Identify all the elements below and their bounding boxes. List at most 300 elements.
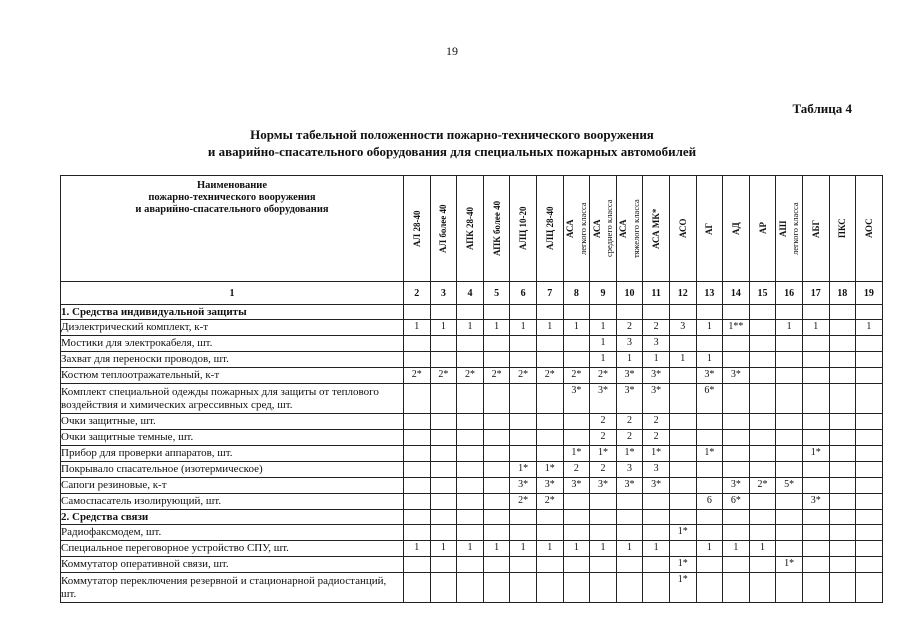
quantity-cell [749,573,776,603]
quantity-cell: 2 [590,462,617,478]
quantity-cell: 2 [590,414,617,430]
quantity-cell [829,336,856,352]
column-number: 16 [776,282,803,305]
quantity-cell [404,384,431,414]
quantity-cell: 3 [669,320,696,336]
quantity-cell [669,368,696,384]
quantity-cell [802,384,829,414]
empty-cell [457,305,484,320]
empty-cell [483,305,510,320]
quantity-cell [483,494,510,510]
quantity-cell [430,573,457,603]
column-header-text: АШ [777,220,788,237]
quantity-cell: 5* [776,478,803,494]
table-row [61,320,883,336]
quantity-cell [457,352,484,368]
quantity-cell [856,557,883,573]
quantity-cell: 6* [696,384,723,414]
quantity-cell: 1 [536,541,563,557]
equipment-name: Сапоги резиновые, к-т [61,478,404,494]
table-row [61,384,883,414]
equipment-name: Комплект специальной одежды пожарных для защиты от теплового воздействия и химических агрессивных сред, шт. [61,384,404,414]
name-header-line-3: и аварийно-спасательного оборудования [135,204,329,215]
empty-cell [776,305,803,320]
quantity-cell [802,352,829,368]
quantity-cell [430,430,457,446]
quantity-cell: 1 [696,541,723,557]
empty-cell [856,510,883,525]
empty-cell [616,510,643,525]
quantity-cell [536,573,563,603]
quantity-cell: 1 [776,320,803,336]
quantity-cell [536,352,563,368]
quantity-cell: 1 [483,541,510,557]
empty-cell [829,510,856,525]
quantity-cell [802,541,829,557]
quantity-cell [749,368,776,384]
quantity-cell: 2* [590,368,617,384]
column-number: 7 [536,282,563,305]
quantity-cell [829,541,856,557]
equipment-name: Покрывало спасательное (изотермическое) [61,462,404,478]
column-header-text: АСА [564,219,575,238]
document-title [0,126,904,160]
quantity-cell [829,557,856,573]
quantity-cell: 1 [404,541,431,557]
quantity-cell [776,525,803,541]
quantity-cell [536,414,563,430]
empty-cell [669,305,696,320]
quantity-cell [749,446,776,462]
column-header [856,176,883,282]
table-label: Таблица 4 [792,101,852,116]
quantity-cell [856,384,883,414]
column-number: 5 [483,282,510,305]
empty-cell [563,510,590,525]
quantity-cell: 1* [510,462,537,478]
column-header [404,176,431,282]
quantity-cell [802,414,829,430]
quantity-cell [856,573,883,603]
quantity-cell: 3* [590,478,617,494]
column-header-text: АР [757,222,768,235]
quantity-cell [590,494,617,510]
quantity-cell [696,478,723,494]
title-line-2: и аварийно-спасательного оборудования для специальных пожарных автомобилей [207,144,697,159]
quantity-cell [856,541,883,557]
quantity-cell [829,573,856,603]
quantity-cell [669,384,696,414]
quantity-cell [404,430,431,446]
quantity-cell [829,384,856,414]
column-header-row [61,176,883,282]
empty-cell [457,510,484,525]
quantity-cell: 2 [643,414,670,430]
quantity-cell [457,573,484,603]
quantity-cell [776,462,803,478]
quantity-cell: 1 [430,320,457,336]
quantity-cell [457,446,484,462]
quantity-cell [802,525,829,541]
quantity-cell [404,557,431,573]
quantity-cell: 2 [643,430,670,446]
quantity-cell [404,414,431,430]
quantity-cell [669,446,696,462]
quantity-cell [696,557,723,573]
empty-cell [510,305,537,320]
quantity-cell [483,462,510,478]
quantity-cell: 3* [616,368,643,384]
quantity-cell: 3* [723,478,750,494]
equipment-name: Очки защитные темные, шт. [61,430,404,446]
quantity-cell [404,462,431,478]
quantity-cell [430,525,457,541]
quantity-cell: 1 [643,541,670,557]
column-header-text: АД [730,222,741,235]
empty-cell [856,305,883,320]
quantity-cell [510,525,537,541]
quantity-cell: 1* [669,557,696,573]
quantity-cell: 3 [616,462,643,478]
quantity-cell [669,462,696,478]
quantity-cell [590,557,617,573]
quantity-cell: 3* [643,384,670,414]
column-header [776,176,803,282]
quantity-cell [483,384,510,414]
empty-cell [590,510,617,525]
quantity-cell: 1 [749,541,776,557]
quantity-cell: 1 [563,320,590,336]
quantity-cell [616,573,643,603]
column-header [829,176,856,282]
quantity-cell: 3* [802,494,829,510]
column-header-text: АПК более 40 [491,200,502,257]
quantity-cell: 6 [696,494,723,510]
column-header [723,176,750,282]
column-number: 19 [856,282,883,305]
quantity-cell [430,446,457,462]
column-number: 8 [563,282,590,305]
table-row [61,478,883,494]
column-number: 6 [510,282,537,305]
empty-cell [430,305,457,320]
quantity-cell [776,494,803,510]
column-number: 18 [829,282,856,305]
column-number: 1 [61,282,404,305]
quantity-cell [749,494,776,510]
quantity-cell [829,525,856,541]
quantity-cell: 2 [643,320,670,336]
quantity-cell [430,494,457,510]
quantity-cell [483,430,510,446]
column-number: 3 [430,282,457,305]
quantity-cell [856,352,883,368]
quantity-cell: 1 [430,541,457,557]
quantity-cell [510,336,537,352]
quantity-cell [669,414,696,430]
quantity-cell [749,525,776,541]
quantity-cell [536,557,563,573]
quantity-cell: 1 [563,541,590,557]
empty-cell [510,510,537,525]
quantity-cell [669,430,696,446]
quantity-cell: 3* [563,478,590,494]
column-header [510,176,537,282]
quantity-cell [696,525,723,541]
quantity-cell: 2 [616,430,643,446]
column-number: 11 [643,282,670,305]
column-number: 12 [669,282,696,305]
quantity-cell [457,494,484,510]
column-header [749,176,776,282]
table-row [61,446,883,462]
quantity-cell: 1 [457,320,484,336]
column-header-text: АСА [618,219,629,238]
quantity-cell [536,446,563,462]
empty-cell [483,510,510,525]
column-header [669,176,696,282]
empty-cell [536,510,563,525]
column-header-text: АЛ более 40 [438,204,449,253]
column-number: 13 [696,282,723,305]
quantity-cell: 1 [669,352,696,368]
quantity-cell [723,446,750,462]
column-header-text: тяжелого класса [630,199,641,258]
quantity-cell [829,352,856,368]
equipment-name: Захват для переноски проводов, шт. [61,352,404,368]
quantity-cell [430,336,457,352]
quantity-cell [563,352,590,368]
quantity-cell [483,557,510,573]
equipment-name: Костюм теплоотражательный, к-т [61,368,404,384]
table-row [61,557,883,573]
quantity-cell [776,368,803,384]
quantity-cell: 3* [510,478,537,494]
quantity-cell: 2* [536,368,563,384]
quantity-cell: 3* [590,384,617,414]
empty-cell [669,510,696,525]
table-row [61,336,883,352]
quantity-cell [856,462,883,478]
quantity-cell [510,557,537,573]
empty-cell [643,305,670,320]
quantity-cell [430,414,457,430]
quantity-cell [696,430,723,446]
column-header [536,176,563,282]
empty-cell [723,305,750,320]
equipment-name: Специальное переговорное устройство СПУ, шт. [61,541,404,557]
name-header-line-2: пожарно-технического вооружения [148,192,316,203]
quantity-cell [483,573,510,603]
column-header [696,176,723,282]
quantity-cell [563,557,590,573]
quantity-cell [643,573,670,603]
quantity-cell: 1 [616,352,643,368]
column-header-text: среднего класса [604,199,615,258]
empty-cell [696,305,723,320]
quantity-cell [483,446,510,462]
quantity-cell [749,414,776,430]
quantity-cell [616,494,643,510]
quantity-cell [536,384,563,414]
quantity-cell: 2 [616,414,643,430]
quantity-cell [802,430,829,446]
quantity-cell [643,494,670,510]
quantity-cell [829,414,856,430]
table-row [61,494,883,510]
quantity-cell: 2* [457,368,484,384]
quantity-cell: 1 [696,320,723,336]
quantity-cell [457,557,484,573]
quantity-cell [829,430,856,446]
quantity-cell [829,368,856,384]
quantity-cell [802,573,829,603]
quantity-cell: 1 [590,320,617,336]
empty-cell [563,305,590,320]
table-row [61,368,883,384]
quantity-cell [856,494,883,510]
section-row [61,510,883,525]
quantity-cell [829,462,856,478]
quantity-cell [457,462,484,478]
quantity-cell: 2* [749,478,776,494]
column-header [430,176,457,282]
column-number: 2 [404,282,431,305]
empty-cell [404,305,431,320]
quantity-cell [510,384,537,414]
quantity-cell [430,557,457,573]
quantity-cell [483,525,510,541]
empty-cell [723,510,750,525]
quantity-cell: 1 [404,320,431,336]
quantity-cell [776,384,803,414]
quantity-cell: 2 [563,462,590,478]
quantity-cell: 1 [802,320,829,336]
quantity-cell [696,573,723,603]
quantity-cell [749,352,776,368]
quantity-cell [510,414,537,430]
quantity-cell: 1* [802,446,829,462]
quantity-cell: 2* [510,494,537,510]
quantity-cell: 1 [510,320,537,336]
quantity-cell [563,430,590,446]
quantity-cell [696,462,723,478]
quantity-cell [590,525,617,541]
quantity-cell [457,430,484,446]
empty-cell [776,510,803,525]
quantity-cell: 1** [723,320,750,336]
table-row [61,414,883,430]
empty-cell [696,510,723,525]
equipment-name: Прибор для проверки аппаратов, шт. [61,446,404,462]
quantity-cell [510,573,537,603]
quantity-cell: 1 [510,541,537,557]
quantity-cell [856,446,883,462]
column-header-text: легкого класса [577,202,588,255]
equipment-name: Очки защитные, шт. [61,414,404,430]
column-header-text: АСО [677,218,688,239]
quantity-cell: 6* [723,494,750,510]
quantity-cell [696,336,723,352]
quantity-cell: 1 [590,352,617,368]
quantity-cell [829,478,856,494]
quantity-cell [829,320,856,336]
empty-cell [616,305,643,320]
quantity-cell: 2 [616,320,643,336]
column-header-text: ПКС [837,218,848,239]
quantity-cell [483,352,510,368]
name-column-header [61,176,404,282]
quantity-cell [723,462,750,478]
quantity-cell [776,336,803,352]
quantity-cell [829,446,856,462]
quantity-cell [510,352,537,368]
norms-table [60,175,883,603]
quantity-cell: 3 [643,462,670,478]
quantity-cell: 1 [536,320,563,336]
quantity-cell [802,368,829,384]
quantity-cell [723,525,750,541]
quantity-cell [536,430,563,446]
empty-cell [430,510,457,525]
quantity-cell [404,573,431,603]
quantity-cell: 2* [536,494,563,510]
quantity-cell [563,494,590,510]
section-title: 1. Средства индивидуальной защиты [61,305,404,320]
quantity-cell: 1* [563,446,590,462]
quantity-cell [856,478,883,494]
equipment-name: Мостики для электрокабеля, шт. [61,336,404,352]
quantity-cell [643,557,670,573]
column-number: 9 [590,282,617,305]
quantity-cell [802,557,829,573]
quantity-cell: 2* [483,368,510,384]
table-row [61,541,883,557]
column-header-text: АСА [591,219,602,238]
table-row [61,525,883,541]
column-header [483,176,510,282]
quantity-cell: 1 [723,541,750,557]
quantity-cell [723,573,750,603]
column-number: 14 [723,282,750,305]
equipment-name: Коммутатор оперативной связи, шт. [61,557,404,573]
quantity-cell: 3 [616,336,643,352]
quantity-cell [749,557,776,573]
quantity-cell: 1 [643,352,670,368]
empty-cell [643,510,670,525]
quantity-cell: 1* [590,446,617,462]
quantity-cell: 3* [723,368,750,384]
quantity-cell: 2 [590,430,617,446]
column-header [802,176,829,282]
empty-cell [404,510,431,525]
quantity-cell [749,462,776,478]
name-header-line-1: Наименование [197,180,267,191]
quantity-cell [643,525,670,541]
column-header-text: АЛЦ 28-40 [544,206,555,251]
quantity-cell [430,462,457,478]
column-header [616,176,643,282]
quantity-cell: 1* [643,446,670,462]
empty-cell [802,305,829,320]
quantity-cell: 1 [856,320,883,336]
column-header [563,176,590,282]
quantity-cell [457,384,484,414]
quantity-cell [802,478,829,494]
quantity-cell [536,336,563,352]
quantity-cell: 1* [616,446,643,462]
quantity-cell [483,478,510,494]
